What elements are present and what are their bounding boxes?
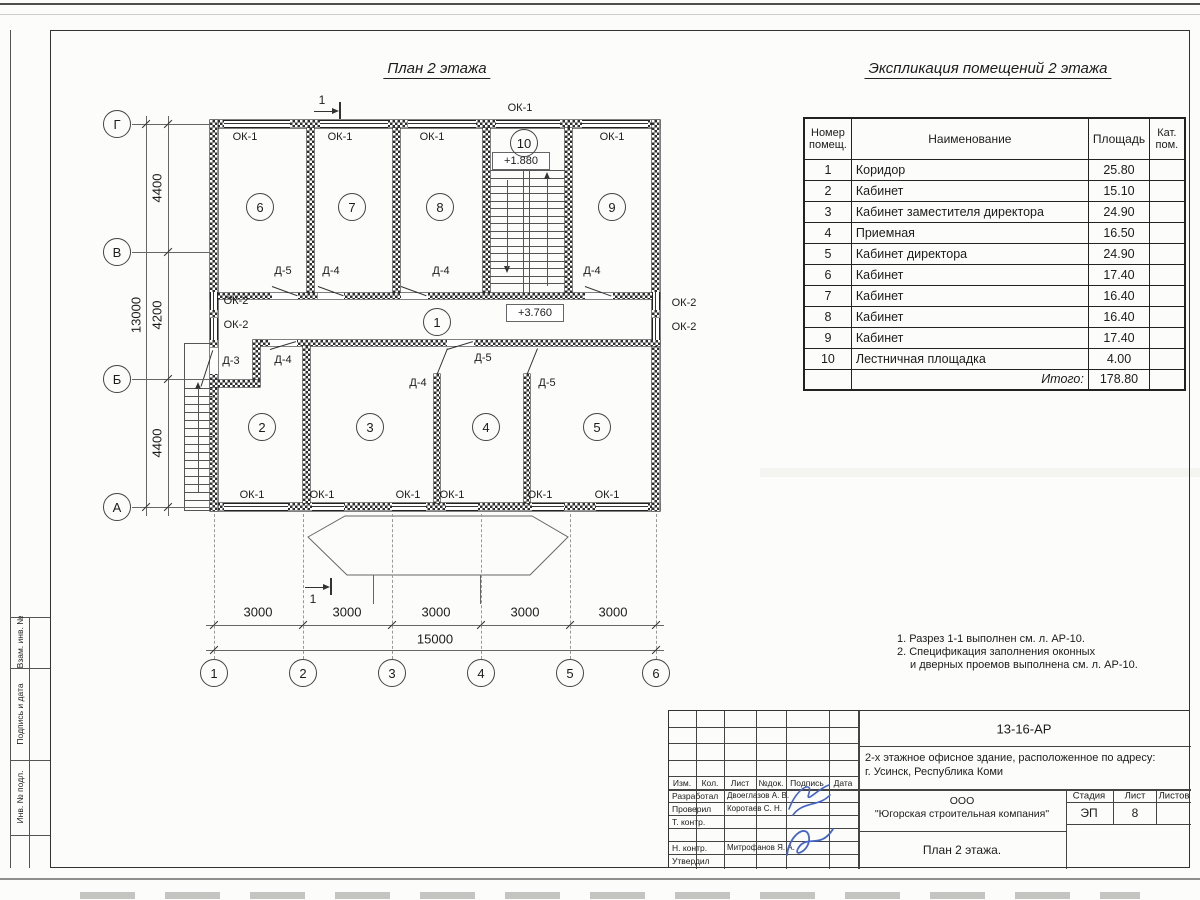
room-category xyxy=(1150,180,1185,201)
stamp-col-header: Изм. xyxy=(672,778,692,788)
table-row xyxy=(804,180,1185,201)
title-block xyxy=(668,710,1190,868)
room-category xyxy=(1150,285,1185,306)
sheets-label: Листов xyxy=(1158,790,1190,802)
company-line2: "Югорская строительная компания" xyxy=(874,808,1050,820)
room-category xyxy=(1150,348,1185,369)
axis-leader-line xyxy=(132,252,210,253)
room-number: 7 xyxy=(804,285,851,306)
stamp-col-header: Кол. xyxy=(701,778,719,788)
dim-label-bottom: 3000 xyxy=(598,604,628,620)
project-name-line1: 2-х этажное офисное здание, расположенное по адресу: xyxy=(865,752,1156,764)
table-row xyxy=(804,327,1185,348)
room-number-tag: 5 xyxy=(583,413,611,441)
door-label: Д-4 xyxy=(409,377,427,389)
section-mark-label: 1 xyxy=(318,93,326,107)
dim-total-left: 13000 xyxy=(128,296,144,334)
window-label: ОК-2 xyxy=(671,321,697,333)
door-label: Д-3 xyxy=(222,355,240,367)
side-strip-label: Взам. инв. № xyxy=(15,615,25,669)
window-label: ОК-2 xyxy=(223,295,249,307)
axis-circle-left: Г xyxy=(103,110,131,138)
level-mark-corridor: +3.760 xyxy=(506,304,564,322)
window-label: ОК-1 xyxy=(232,131,258,143)
axis-line xyxy=(656,514,657,659)
room-number-tag: 9 xyxy=(598,193,626,221)
room-number: 2 xyxy=(804,180,851,201)
stamp-role-label: Н. контр. xyxy=(672,843,708,853)
axis-line xyxy=(570,514,571,659)
project-name-line2: г. Усинск, Республика Коми xyxy=(865,766,1004,778)
stamp-col-header: Дата xyxy=(833,778,853,788)
stage-label: Стадия xyxy=(1072,790,1106,802)
room-category xyxy=(1150,243,1185,264)
room-number-tag: 4 xyxy=(472,413,500,441)
room-number: 9 xyxy=(804,327,851,348)
note-line-1: 1. Разрез 1-1 выполнен см. л. АР-10. xyxy=(897,633,1085,645)
window-label: ОК-1 xyxy=(527,489,553,501)
axis-circle-bottom: 1 xyxy=(200,659,228,687)
room-name: Кабинет директора xyxy=(851,243,1088,264)
stamp-role-label: Утвердил xyxy=(672,856,710,866)
total-cat-empty xyxy=(1150,369,1185,390)
room-number: 5 xyxy=(804,243,851,264)
room-area: 17.40 xyxy=(1088,264,1149,285)
room-number: 6 xyxy=(804,264,851,285)
room-area: 15.10 xyxy=(1088,180,1149,201)
doc-number: 13-16-АР xyxy=(996,721,1052,737)
axis-leader-line xyxy=(132,379,210,380)
room-name: Приемная xyxy=(851,222,1088,243)
dim-label-bottom: 3000 xyxy=(510,604,540,620)
window-label: ОК-2 xyxy=(671,297,697,309)
room-name: Коридор xyxy=(851,159,1088,180)
expl-title: Экспликация помещений 2 этажа xyxy=(864,60,1111,79)
room-name: Лестничная площадка xyxy=(851,348,1088,369)
room-category xyxy=(1150,159,1185,180)
room-name: Кабинет xyxy=(851,180,1088,201)
room-category xyxy=(1150,201,1185,222)
axis-circle-left: Б xyxy=(103,365,131,393)
stamp-role-label: Проверил xyxy=(672,804,712,814)
window-label: ОК-1 xyxy=(239,489,265,501)
signature-2 xyxy=(777,817,841,865)
side-strip-label: Инв. № подл. xyxy=(15,770,25,824)
door-label: Д-4 xyxy=(322,265,340,277)
total-label: Итого: xyxy=(851,369,1088,390)
window-label: ОК-1 xyxy=(327,131,353,143)
dim-label-bottom: 3000 xyxy=(243,604,273,620)
room-schedule-table xyxy=(803,117,1186,391)
signature-1 xyxy=(783,777,835,821)
table-row xyxy=(804,306,1185,327)
room-category xyxy=(1150,222,1185,243)
room-name: Кабинет xyxy=(851,285,1088,306)
dim-label-left: 4400 xyxy=(149,173,165,203)
col-header-name: Наименование xyxy=(851,118,1088,159)
axis-line xyxy=(214,514,215,659)
note-line-2: 2. Спецификация заполнения оконных xyxy=(897,646,1096,658)
room-area: 4.00 xyxy=(1088,348,1149,369)
stamp-col-header: Лист xyxy=(730,778,750,788)
room-area: 16.50 xyxy=(1088,222,1149,243)
stamp-role-name: Митрофанов Я. А. xyxy=(727,843,795,852)
room-area: 25.80 xyxy=(1088,159,1149,180)
col-header-category: Кат. пом. xyxy=(1150,118,1185,159)
dim-total-bottom: 15000 xyxy=(416,631,454,647)
stamp-col-header: Подпись xyxy=(790,778,824,788)
axis-circle-bottom: 4 xyxy=(467,659,495,687)
room-number-tag: 10 xyxy=(510,129,538,157)
dim-label-bottom: 3000 xyxy=(421,604,451,620)
window-label: ОК-1 xyxy=(594,489,620,501)
door-label: Д-5 xyxy=(474,352,492,364)
window-label: ОК-1 xyxy=(507,102,533,114)
table-row xyxy=(804,264,1185,285)
axis-circle-bottom: 6 xyxy=(642,659,670,687)
sheet-name: План 2 этажа. xyxy=(922,843,1002,857)
stage-value: ЭП xyxy=(1080,806,1098,820)
door-label: Д-4 xyxy=(432,265,450,277)
sheet-label: Лист xyxy=(1124,790,1146,802)
room-number-tag: 6 xyxy=(246,193,274,221)
axis-circle-bottom: 2 xyxy=(289,659,317,687)
room-number-tag: 2 xyxy=(248,413,276,441)
window-label: ОК-2 xyxy=(223,319,249,331)
dim-label-left: 4200 xyxy=(149,300,165,330)
room-number-tag: 8 xyxy=(426,193,454,221)
stamp-role-label: Разработал xyxy=(672,791,719,801)
stamp-role-name: Двоеглазов А. В. xyxy=(727,791,790,800)
room-category xyxy=(1150,264,1185,285)
sheet-value: 8 xyxy=(1131,806,1139,820)
table-row xyxy=(804,285,1185,306)
table-row xyxy=(804,159,1185,180)
axis-line xyxy=(303,514,304,659)
axis-circle-bottom: 3 xyxy=(378,659,406,687)
room-name: Кабинет xyxy=(851,264,1088,285)
room-number-tag: 3 xyxy=(356,413,384,441)
axis-circle-bottom: 5 xyxy=(556,659,584,687)
company-line1: ООО xyxy=(949,795,975,807)
door-label: Д-4 xyxy=(583,265,601,277)
axis-line xyxy=(481,514,482,659)
dim-label-left: 4400 xyxy=(149,428,165,458)
door-label: Д-4 xyxy=(274,354,292,366)
side-strip-label: Подпись и дата xyxy=(15,683,25,745)
stamp-role-name: Коротаев С. Н. xyxy=(727,804,782,813)
room-number-tag: 1 xyxy=(423,308,451,336)
note-line-3: и дверных проемов выполнена см. л. АР-10. xyxy=(910,659,1138,671)
col-header-area: Площадь xyxy=(1088,118,1149,159)
level-mark-stair: +1.880 xyxy=(492,152,550,170)
col-header-number: Номер помещ. xyxy=(804,118,851,159)
room-area: 24.90 xyxy=(1088,201,1149,222)
axis-circle-left: В xyxy=(103,238,131,266)
total-area: 178.80 xyxy=(1088,369,1149,390)
room-name: Кабинет xyxy=(851,327,1088,348)
window-label: ОК-1 xyxy=(309,489,335,501)
room-category xyxy=(1150,327,1185,348)
room-number: 8 xyxy=(804,306,851,327)
room-number: 3 xyxy=(804,201,851,222)
table-row xyxy=(804,243,1185,264)
stamp-role-label: Т. контр. xyxy=(672,817,706,827)
total-row-empty xyxy=(804,369,851,390)
room-table-body xyxy=(804,159,1185,369)
table-row xyxy=(804,201,1185,222)
dim-label-bottom: 3000 xyxy=(332,604,362,620)
table-row xyxy=(804,222,1185,243)
door-label: Д-5 xyxy=(274,265,292,277)
window-label: ОК-1 xyxy=(395,489,421,501)
section-mark-label: 1 xyxy=(309,592,317,606)
room-area: 16.40 xyxy=(1088,306,1149,327)
table-row xyxy=(804,348,1185,369)
room-number-tag: 7 xyxy=(338,193,366,221)
door-label: Д-5 xyxy=(538,377,556,389)
room-number: 1 xyxy=(804,159,851,180)
axis-circle-left: А xyxy=(103,493,131,521)
room-area: 16.40 xyxy=(1088,285,1149,306)
window-label: ОК-1 xyxy=(599,131,625,143)
room-number: 4 xyxy=(804,222,851,243)
window-label: ОК-1 xyxy=(419,131,445,143)
plan-title: План 2 этажа xyxy=(383,60,490,79)
room-name: Кабинет заместителя директора xyxy=(851,201,1088,222)
axis-line xyxy=(392,514,393,659)
room-area: 24.90 xyxy=(1088,243,1149,264)
stamp-col-header: №док. xyxy=(758,778,784,788)
room-name: Кабинет xyxy=(851,306,1088,327)
room-area: 17.40 xyxy=(1088,327,1149,348)
window-label: ОК-1 xyxy=(439,489,465,501)
room-number: 10 xyxy=(804,348,851,369)
room-category xyxy=(1150,306,1185,327)
